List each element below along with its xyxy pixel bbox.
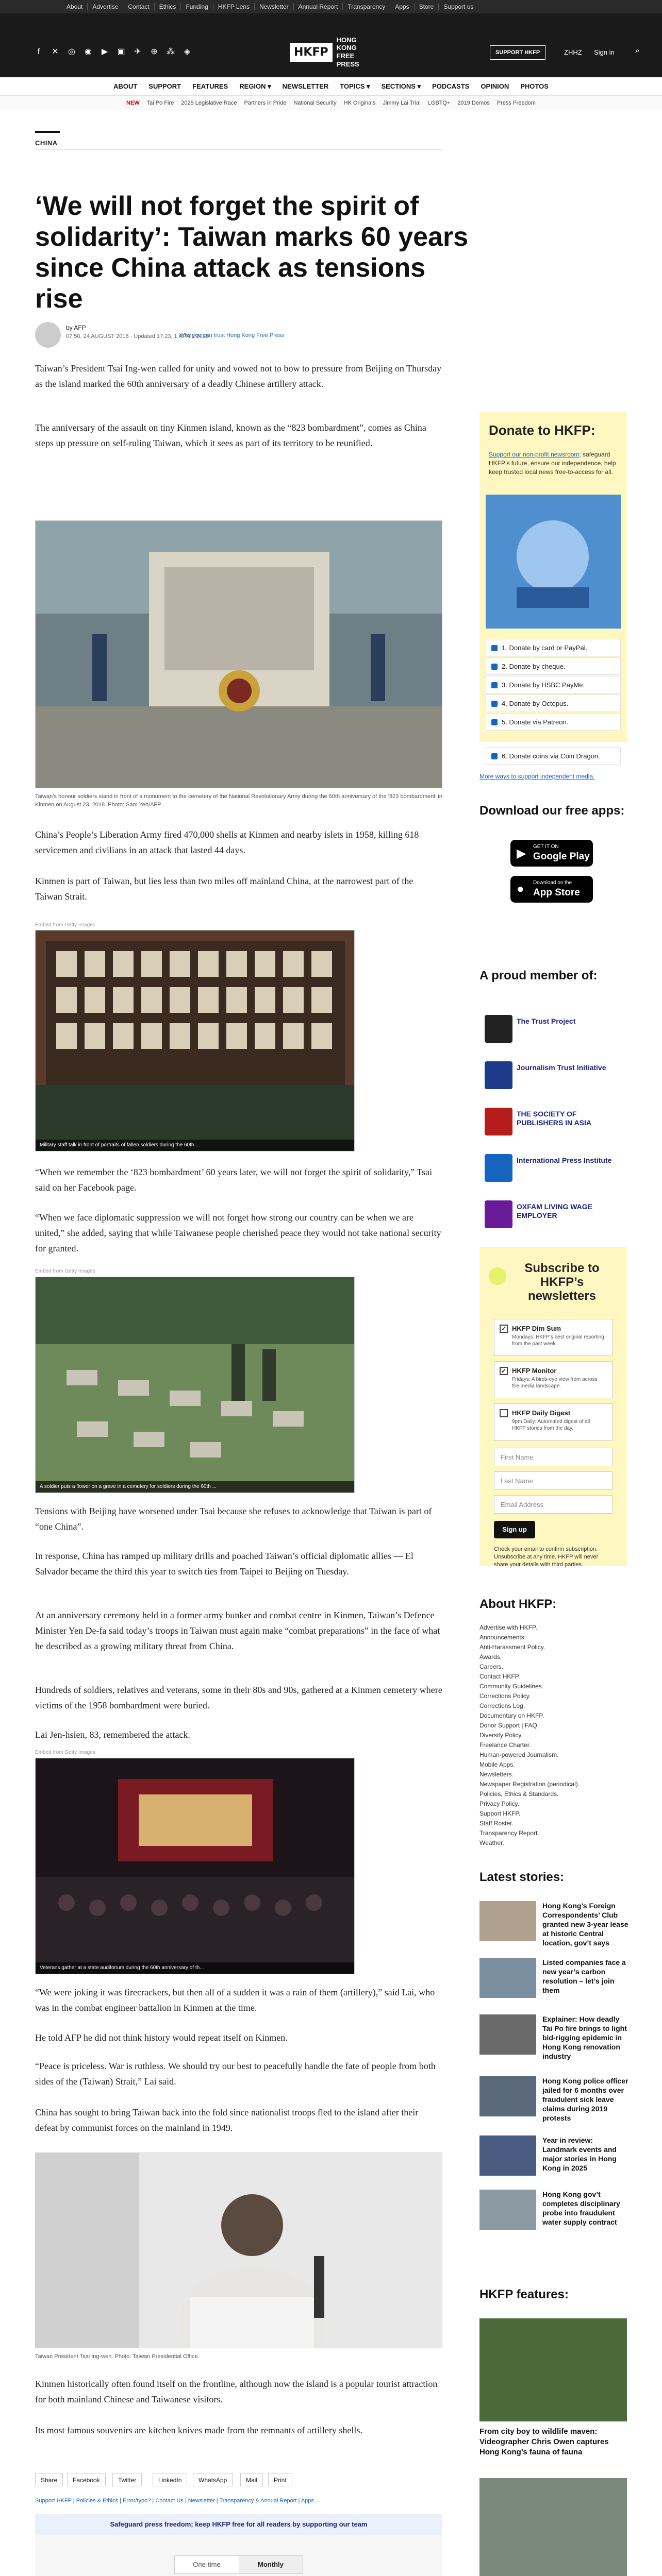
- donate-option-label: 3. Donate by HSBC PayMe.: [502, 681, 585, 689]
- about-link[interactable]: Newspaper Registration (periodical).: [479, 1781, 580, 1788]
- donate-option[interactable]: [486, 713, 621, 731]
- share-print-button[interactable]: Print: [268, 2473, 292, 2486]
- divider: [35, 149, 442, 150]
- paragraph: Kinmen historically often found itself on the frontline, although now the island is a popular tourist attraction for both mainland Chinese and Taiwanese visitors.: [35, 2379, 438, 2404]
- latest-story[interactable]: [479, 2076, 629, 2126]
- latest-story[interactable]: [479, 2136, 629, 2185]
- trust-project-icon: [485, 1015, 512, 1043]
- mastodon-icon[interactable]: ⊕: [151, 47, 158, 56]
- embed-label: Embed from Getty Images: [35, 1750, 95, 1755]
- logo-line-2: FREE PRESS: [336, 52, 359, 68]
- site-header: [0, 13, 662, 77]
- paragraph: “We were joking it was firecrackers, but then all of a sudden it was a rain of them (artillery),” said Lai, who was in the combat engineer battalion in Kinmen at the time.: [35, 1987, 435, 2013]
- newsletter-desc: Fridays: A birds-eye view from across the media landscape.: [512, 1377, 598, 1389]
- trending-link[interactable]: 2019 Demos: [457, 99, 490, 106]
- badge-big: Google Play: [533, 851, 590, 862]
- portraits-image: [36, 930, 355, 1151]
- trust-link[interactable]: Why you can trust Hong Kong Free Press: [179, 332, 284, 338]
- support-links[interactable]: Support HKFP | Policies & Ethics | Error/typo? | Contact Us | Newsletter | Transparency & Annual Report | Apps: [35, 2498, 314, 2504]
- latest-story[interactable]: [479, 1958, 629, 2007]
- about-link[interactable]: Awards.: [479, 1653, 502, 1660]
- paragraph: “Peace is priceless. War is ruthless. We should try our best to peacefully handle the fate of people from both sides of the (Taiwan) Strait,” Lai said.: [35, 2061, 436, 2087]
- payme-icon: [491, 682, 498, 688]
- card-icon: [491, 645, 498, 651]
- support-hkfp-button[interactable]: SUPPORT HKFP: [490, 45, 545, 60]
- coin-icon: [491, 753, 498, 759]
- hkfp-logo[interactable]: [290, 36, 377, 68]
- paragraph: Hundreds of soldiers, relatives and veterans, some in their 80s and 90s, gathered at a Kinmen cemetery where victims of the 1958 bombardment were buried.: [35, 1685, 442, 1710]
- story-title: Hong Kong’s Foreign Correspondents’ Club granted new 3-year lease at historic Central location, gov’t says: [542, 1902, 628, 1947]
- donate-option[interactable]: [486, 657, 621, 675]
- about-links: [479, 1623, 627, 1850]
- top-link[interactable]: About: [67, 3, 83, 10]
- photo-caption: Taiwan’s honour soldiers stand in front of a monument to the cemetery of the National Revolutionary Army during the 60th anniversary of the ’823 bombardment’ in Kinmen on August 23, 2018. Photo: Sam Yeh/AFP.: [35, 793, 442, 808]
- author[interactable]: by AFP: [66, 324, 86, 331]
- donate-illustration: [486, 495, 621, 629]
- instagram-icon[interactable]: ◎: [68, 47, 75, 56]
- about-link[interactable]: Contact HKFP.: [479, 1673, 520, 1680]
- facebook-icon[interactable]: f: [37, 47, 40, 56]
- checkbox-checked[interactable]: ✓: [500, 1325, 508, 1333]
- about-link[interactable]: Careers.: [479, 1663, 504, 1670]
- about-link[interactable]: Human-powered Journalism.: [479, 1751, 559, 1758]
- story-thumbnail: [479, 2076, 536, 2116]
- cemetery-image: [36, 1277, 355, 1493]
- threads-icon[interactable]: ◉: [85, 47, 92, 56]
- rss-icon[interactable]: ◈: [184, 47, 191, 56]
- envelope-icon: [489, 1267, 506, 1285]
- donate-option[interactable]: [486, 639, 621, 656]
- proud-member-title: A proud member of:: [479, 969, 598, 982]
- google-play-icon: ▶: [517, 846, 526, 860]
- story-title: Listed companies face a new year’s carbon resolution – let’s join them: [542, 1958, 626, 1994]
- auditorium-image: [36, 1758, 355, 1974]
- getty-photo-auditorium[interactable]: [35, 1758, 355, 1974]
- patreon-icon: [491, 719, 498, 725]
- share-label: Share: [35, 2473, 63, 2486]
- about-link[interactable]: Freelance Charter.: [479, 1741, 531, 1749]
- first-name-field[interactable]: First Name: [494, 1448, 613, 1466]
- member-name: The Trust Project: [517, 1017, 576, 1025]
- last-name-field[interactable]: Last Name: [494, 1471, 613, 1490]
- share-facebook-button[interactable]: Facebook: [67, 2473, 106, 2486]
- top-link[interactable]: Advertise: [87, 3, 123, 10]
- member-logo[interactable]: [479, 1195, 614, 1233]
- top-link[interactable]: Transparency: [342, 3, 390, 10]
- story-thumbnail: [479, 1901, 536, 1941]
- embed-label: Embed from Getty Images: [35, 1268, 95, 1274]
- member-name: THE SOCIETY OF PUBLISHERS IN ASIA: [517, 1110, 591, 1127]
- badge-small: Download on the: [533, 880, 572, 886]
- donate-option-label: 6. Donate coins via Coin Dragon.: [502, 752, 600, 760]
- badge-big: App Store: [533, 887, 580, 898]
- about-link[interactable]: Privacy Policy.: [479, 1800, 520, 1807]
- email-field[interactable]: Email Address: [494, 1495, 613, 1514]
- share-whatsapp-button[interactable]: WhatsApp: [193, 2473, 233, 2486]
- checkbox-checked[interactable]: ✓: [500, 1367, 508, 1375]
- top-link[interactable]: HKFP Lens: [213, 3, 254, 10]
- top-link[interactable]: Store: [414, 3, 439, 10]
- nav-item[interactable]: TOPICS ▾: [340, 82, 370, 90]
- trending-nav: [0, 96, 662, 110]
- newsletter-name: HKFP Dim Sum: [512, 1325, 561, 1332]
- about-link[interactable]: Announcements.: [479, 1634, 526, 1641]
- search-icon[interactable]: ⌕: [635, 46, 640, 55]
- getty-caption: A soldier puts a flower on a grave in a cemetery for soldiers during the 60th ...: [40, 1484, 217, 1489]
- donate-title: Donate to HKFP:: [489, 422, 595, 438]
- donate-option[interactable]: [486, 694, 621, 712]
- monument-image: [36, 521, 442, 788]
- cheque-icon: [491, 664, 498, 670]
- linkedin-icon[interactable]: ▣: [117, 47, 125, 56]
- nav-item[interactable]: SUPPORT: [148, 82, 181, 90]
- sign-in-link[interactable]: Sign in: [594, 48, 615, 56]
- photo-caption: Taiwan President Tsai Ing-wen. Photo: Taiwan Presidential Office.: [35, 2353, 200, 2360]
- photo-kinmen-monument: [35, 520, 442, 788]
- embed-label: Embed from Getty Images: [35, 922, 95, 928]
- new-label: NEW: [126, 99, 140, 106]
- latest-story[interactable]: [479, 2014, 629, 2064]
- nav-item[interactable]: ABOUT: [113, 82, 138, 90]
- nav-item[interactable]: FEATURES: [192, 82, 228, 90]
- share-mail-button[interactable]: Mail: [240, 2473, 263, 2486]
- feature-card[interactable]: [479, 2318, 627, 2468]
- getty-caption-bar[interactable]: [36, 1962, 354, 1974]
- paragraph: He told AFP he did not think history would repeat itself on Kinmen.: [35, 2032, 288, 2043]
- top-links: [62, 3, 478, 10]
- trending-link[interactable]: Tai Po Fire: [146, 99, 174, 106]
- safeguard-text: Safeguard press freedom; keep HKFP free for all readers by supporting our team: [110, 2520, 368, 2528]
- top-link[interactable]: Apps: [390, 3, 413, 10]
- article-category[interactable]: CHINA: [35, 139, 58, 147]
- newsletter-name: HKFP Monitor: [512, 1367, 557, 1375]
- octopus-icon: [491, 701, 498, 707]
- donate-text: [489, 450, 618, 477]
- about-link[interactable]: Weather.: [479, 1839, 504, 1846]
- safeguard-banner: [35, 2514, 442, 2535]
- paragraph: Kinmen is part of Taiwan, but lies less than two miles off mainland China, at the narrowest part of the Taiwan Strait.: [35, 876, 413, 902]
- photo-tsai: [35, 2153, 442, 2348]
- about-link[interactable]: Corrections Log.: [479, 1702, 525, 1709]
- member-logo[interactable]: [479, 1149, 614, 1187]
- donate-option-label: 2. Donate by cheque.: [502, 663, 566, 670]
- story-title: Year in review: Landmark events and major stories in Hong Kong in 2025: [542, 2136, 617, 2172]
- apps-title: Download our free apps:: [479, 804, 625, 818]
- paragraph: China’s People’s Liberation Army fired 470,000 shells at Kinmen and nearby islets in 1958, killing 618 servicemen and civilians in an attack that lasted 44 days.: [35, 829, 419, 855]
- feature-image: [479, 2318, 627, 2421]
- youtube-icon[interactable]: ▶: [101, 47, 108, 56]
- getty-caption-bar[interactable]: [36, 1481, 354, 1493]
- member-name: International Press Institute: [517, 1156, 612, 1164]
- newsletter-header: [479, 1247, 627, 1309]
- top-link[interactable]: Ethics: [154, 3, 181, 10]
- logo-mark: HKFP: [290, 43, 333, 62]
- app-store-button[interactable]: [510, 876, 593, 903]
- checkbox[interactable]: [500, 1409, 508, 1417]
- paragraph: “When we remember the ‘823 bombardment’ 60 years later, we will not forget the spirit of solidarity,” Tsai said on her Facebook page.: [35, 1167, 433, 1193]
- latest-title: Latest stories:: [479, 1870, 565, 1884]
- member-logo[interactable]: [479, 1010, 614, 1048]
- story-thumbnail: [479, 1958, 536, 1998]
- category-rule: [35, 131, 60, 133]
- x-icon[interactable]: ✕: [52, 47, 59, 56]
- google-play-button[interactable]: [510, 840, 593, 867]
- donate-hero-image: [486, 495, 621, 629]
- about-link[interactable]: Policies, Ethics & Standards.: [479, 1790, 559, 1798]
- about-link[interactable]: Newsletters.: [479, 1771, 514, 1778]
- nav-item[interactable]: REGION ▾: [239, 82, 271, 90]
- paragraph: Tensions with Beijing have worsened under Tsai because she refuses to acknowledge that Taiwan is part of “one China”.: [35, 1506, 432, 1532]
- paragraph: China has sought to bring Taiwan back into the fold since nationalist troops fled to the island after their defeat by communist forces on the mainland in 1949.: [35, 2107, 419, 2133]
- publish-date: 07:50, 24 AUGUST 2018 · Updated 17:23, 1 APRIL 2025: [66, 333, 209, 340]
- about-link[interactable]: Anti-Harassment Policy.: [479, 1643, 545, 1651]
- avatar: [35, 322, 61, 348]
- donation-widget: [35, 2535, 442, 2576]
- top-link[interactable]: Contact: [123, 3, 154, 10]
- bluesky-icon[interactable]: ⁂: [167, 47, 175, 56]
- top-link[interactable]: Newsletter: [254, 3, 293, 10]
- getty-photo-portraits[interactable]: [35, 930, 355, 1151]
- logo-line-1: HONG KONG: [336, 36, 357, 52]
- sign-up-button[interactable]: Sign up: [494, 1521, 535, 1538]
- about-link[interactable]: Diversity Policy.: [479, 1732, 523, 1739]
- story-thumbnail: [479, 2014, 536, 2055]
- article-title: ‘We will not forget the spirit of solidarity’: Taiwan marks 60 years since China attack as tensions rise: [35, 191, 469, 314]
- donate-link[interactable]: Support our non-profit newsroom;: [489, 451, 581, 458]
- paragraph: Its most famous souvenirs are kitchen knives made from the remnants of artillery shells.: [35, 2425, 362, 2435]
- newsletter-desc: Mondays: HKFP’s best original reporting from the past week.: [512, 1334, 604, 1347]
- story-title: Explainer: How deadly Tai Po fire brings to light bid-rigging epidemic in Hong Kong renovation industry: [542, 2015, 627, 2060]
- top-utility-bar: [0, 0, 662, 13]
- about-link[interactable]: Community Guidelines.: [479, 1683, 544, 1690]
- feature-card[interactable]: [479, 2478, 627, 2576]
- trending-link[interactable]: Press Freedom: [496, 99, 536, 106]
- story-title: Hong Kong gov’t completes disciplinary probe into fraudulent water supply contract: [542, 2190, 620, 2226]
- top-link[interactable]: Support us: [438, 3, 478, 10]
- oxfam-icon: [485, 1200, 512, 1228]
- nav-item[interactable]: SECTIONS ▾: [381, 82, 421, 90]
- donate-text-rest: safeguard HKFP’s future, ensure our independence, help keep trusted local news free-to-access for all.: [489, 451, 616, 476]
- feature-title: From city boy to wildlife maven: Videographer Chris Owen captures Hong Kong’s fauna of fauna: [479, 2427, 609, 2456]
- top-link[interactable]: Funding: [180, 3, 212, 10]
- member-name: OXFAM LIVING WAGE EMPLOYER: [517, 1202, 593, 1219]
- share-twitter-button[interactable]: Twitter: [112, 2473, 142, 2486]
- getty-caption: Veterans gather at a state auditorium during the 60th anniversary of th...: [40, 1965, 204, 1971]
- newsletter-option[interactable]: [494, 1319, 613, 1356]
- trending-link[interactable]: LGBTQ+: [427, 99, 451, 106]
- paragraph: “When we face diplomatic suppression we will not forget how strong our country can be when we are united,” she added, saying that while Taiwanese people cherished peace they would not take national security for granted.: [35, 1212, 441, 1253]
- language-switch[interactable]: ZHHZ: [564, 48, 582, 56]
- about-link[interactable]: Transparency Report.: [479, 1829, 539, 1837]
- story-thumbnail: [479, 2190, 536, 2230]
- trending-link[interactable]: Partners in Pride: [244, 99, 287, 106]
- paragraph: In response, China has ramped up military drills and poached Taiwan’s official diplomatic allies — El Salvador became the third this year to switch ties from Taipei to Beijing on Tuesday.: [35, 1551, 413, 1577]
- trending-link[interactable]: National Security: [293, 99, 337, 106]
- newsletter-option[interactable]: [494, 1361, 613, 1398]
- donate-option[interactable]: [486, 747, 621, 765]
- about-link[interactable]: Documentary on HKFP.: [479, 1712, 544, 1719]
- getty-photo-cemetery[interactable]: [35, 1277, 355, 1493]
- member-name: Journalism Trust Initiative: [517, 1063, 606, 1072]
- newsletter-name: HKFP Daily Digest: [512, 1409, 571, 1417]
- donate-option-label: 5. Donate via Patreon.: [502, 718, 569, 726]
- newsletter-desc: 9pm Daily: Automated digest of all HKFP stories from the day.: [512, 1419, 590, 1431]
- newsletter-option[interactable]: [494, 1403, 613, 1440]
- member-logo[interactable]: [479, 1103, 614, 1141]
- about-link[interactable]: Corrections Policy.: [479, 1692, 531, 1700]
- trending-link[interactable]: HK Originals: [343, 99, 376, 106]
- newsletter-box: [479, 1247, 627, 1566]
- story-thumbnail: [479, 2136, 536, 2176]
- paragraph: The anniversary of the assault on tiny Kinmen island, known as the “823 bombardment”, comes as China steps up pressure on self-ruling Taiwan, which it sees as part of its territory to be reunified.: [35, 422, 426, 448]
- logo-text: [337, 36, 377, 68]
- paragraph: Taiwan’s President Tsai Ing-wen called for unity and vowed not to bow to pressure from Beijing on Thursday as the island marked the 60th anniversary of a deadly Chinese artillery attack.: [35, 363, 442, 389]
- top-link[interactable]: Annual Report: [293, 3, 343, 10]
- nav-item[interactable]: PODCASTS: [432, 82, 470, 90]
- ipi-icon: [485, 1154, 512, 1182]
- share-bar: [35, 2473, 442, 2488]
- trending-link[interactable]: Jimmy Lai Trial: [383, 99, 421, 106]
- main-nav: [0, 77, 662, 96]
- donate-option[interactable]: [486, 676, 621, 693]
- telegram-icon[interactable]: ✈: [134, 47, 141, 56]
- feature-image: [479, 2478, 627, 2576]
- byline: [35, 322, 448, 353]
- nav-item[interactable]: PHOTOS: [520, 82, 549, 90]
- member-logo[interactable]: [479, 1056, 614, 1094]
- getty-caption-bar[interactable]: Military staff talk in front of portraits of fallen soldiers during the 60th ...: [36, 1140, 354, 1151]
- tsai-image: [36, 2153, 442, 2348]
- paragraph: Lai Jen-hsien, 83, remembered the attack.: [35, 1730, 190, 1740]
- about-link[interactable]: Mobile Apps.: [479, 1761, 515, 1768]
- share-linkedin-button[interactable]: LinkedIn: [153, 2473, 187, 2486]
- frequency-toggle: [174, 2555, 303, 2574]
- features-title: HKFP features:: [479, 2287, 569, 2301]
- story-title: Hong Kong police officer jailed for 6 months over fraudulent sick leave claims during 2019 protests: [542, 2077, 628, 2122]
- jti-icon: [485, 1061, 512, 1089]
- about-title: About HKFP:: [479, 1597, 557, 1611]
- apple-icon: ●: [517, 882, 524, 896]
- donate-option-label: 1. Donate by card or PayPal.: [502, 644, 588, 652]
- more-ways-link[interactable]: More ways to support independent media.: [479, 773, 595, 780]
- donate-option-label: 4. Donate by Octopus.: [502, 700, 569, 707]
- sopa-icon: [485, 1108, 512, 1136]
- one-time-tab[interactable]: One-time: [193, 2561, 221, 2568]
- newsletter-title: Subscribe to HKFP’s newsletters: [524, 1261, 600, 1303]
- latest-story[interactable]: [479, 2190, 629, 2239]
- about-link[interactable]: Staff Roster.: [479, 1820, 514, 1827]
- trending-link[interactable]: 2025 Legislative Race: [181, 99, 237, 106]
- latest-story[interactable]: [479, 1901, 629, 1951]
- paragraph: At an anniversary ceremony held in a former army bunker and combat centre in Kinmen, Taiwan’s Defence Minister Yen De-fa said today’s troops in Taiwan must again make “combat preparations” in the face of what he described as a growing military threat from China.: [35, 1610, 440, 1651]
- monthly-tab[interactable]: Monthly: [239, 2556, 303, 2573]
- nav-item[interactable]: OPINION: [481, 82, 509, 90]
- about-link[interactable]: Donor Support | FAQ.: [479, 1722, 539, 1729]
- nav-item[interactable]: NEWSLETTER: [282, 82, 329, 90]
- about-link[interactable]: Advertise with HKFP.: [479, 1624, 537, 1631]
- badge-small: GET IT ON: [533, 844, 559, 850]
- newsletter-note: Check your email to confirm subscription. Unsubscribe at any time. HKFP will never share your details with third parties.: [494, 1546, 599, 1568]
- donate-box: [479, 412, 627, 742]
- about-link[interactable]: Support HKFP.: [479, 1810, 521, 1817]
